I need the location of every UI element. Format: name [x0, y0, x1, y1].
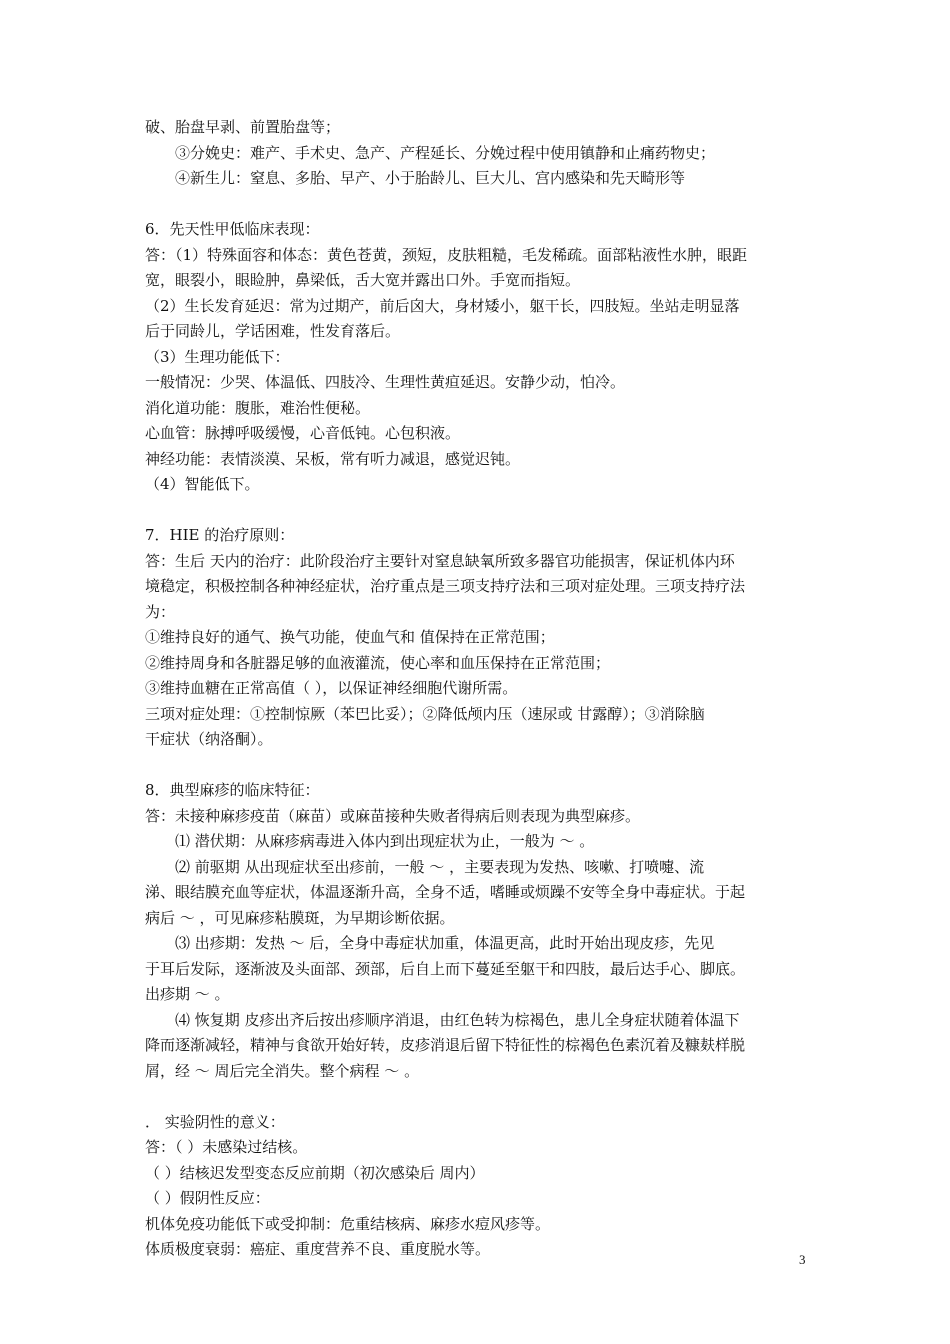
section-heading: 8．典型麻疹的临床特征：: [145, 781, 320, 799]
text-line: 降而逐渐减轻，精神与食欲开始好转，皮疹消退后留下特征性的棕褐色色素沉着及糠麸样脱: [145, 1036, 746, 1054]
text-line: 境稳定，积极控制各种神经症状，治疗重点是三项支持疗法和三项对症处理。三项支持疗法: [145, 577, 746, 595]
text-line: （3）生理功能低下：: [145, 347, 290, 366]
text-line: 答：（1）特殊面容和体态：黄色苍黄，颈短，皮肤粗糙，毛发稀疏。面部粘液性水肿，眼距: [145, 245, 748, 264]
text-line: 出疹期 ～ 。: [145, 985, 230, 1003]
text-line: 破、胎盘早剥、前置胎盘等；: [145, 118, 341, 136]
text-line: 答：未接种麻疹疫苗（麻苗）或麻苗接种失败者得病后则表现为典型麻疹。: [145, 806, 641, 825]
text-line: 后于同龄儿，学话困难，性发育落后。: [145, 322, 401, 340]
text-line: ⑷ 恢复期 皮疹出齐后按出疹顺序消退，由红色转为棕褐色，患儿全身症状随着体温下: [175, 1010, 740, 1029]
text-line: 一般情况：少哭、体温低、四肢冷、生理性黄疸延迟。安静少动，怕冷。: [145, 373, 626, 391]
text-line: （ ）结核迟发型变态反应前期（初次感染后 周内）: [145, 1163, 485, 1182]
text-line: ⑶ 出疹期：发热 ～ 后，全身中毒症状加重，体温更高，此时开始出现皮疹，先见: [175, 934, 715, 952]
text-line: 神经功能：表情淡漠、呆板，常有听力减退，感觉迟钝。: [145, 449, 521, 468]
text-line: ⑴ 潜伏期：从麻疹病毒进入体内到出现症状为止，一般为 ～ 。: [175, 832, 595, 850]
paragraph-gap: [145, 498, 810, 524]
text-line: 屑，经 ～ 周后完全消失。整个病程 ～ 。: [145, 1061, 420, 1080]
text-line: ①维持良好的通气、换气功能，使血气和 值保持在正常范围；: [145, 628, 555, 646]
text-line: 答：生后 天内的治疗：此阶段治疗主要针对窒息缺氧所致多器官功能损害，保证机体内环: [145, 551, 735, 570]
paragraph-gap: [145, 753, 810, 779]
text-line: （ ）假阴性反应：: [145, 1189, 270, 1207]
document-body: [145, 115, 810, 1263]
text-line: 宽，眼裂小，眼睑肿，鼻梁低，舌大宽并露出口外。手宽而指短。: [145, 271, 581, 289]
text-line: 为：: [145, 602, 176, 621]
text-line: （4）智能低下。: [145, 475, 260, 493]
text-line: 三项对症处理：①控制惊厥（苯巴比妥）；②降低颅内压（速尿或 甘露醇）；③消除脑: [145, 704, 705, 723]
text-line: ③分娩史：难产、手术史、急产、产程延长、分娩过程中使用镇静和止痛药物史；: [175, 143, 716, 162]
page-number: 3: [799, 1252, 806, 1267]
text-line: ③维持血糖在正常高值（ ），以保证神经细胞代谢所需。: [145, 679, 518, 697]
text-line: ⑵ 前驱期 从出现症状至出疹前，一般 ～ ，主要表现为发热、咳嗽、打喷嚏、流: [175, 857, 705, 876]
text-line: ②维持周身和各脏器足够的血液灌流，使心率和血压保持在正常范围；: [145, 653, 611, 672]
text-line: 病后 ～ ，可见麻疹粘膜斑，为早期诊断依据。: [145, 908, 455, 927]
text-line: ④新生儿：窒息、多胎、早产、小于胎龄儿、巨大儿、宫内感染和先天畸形等: [175, 169, 686, 187]
text-line: 体质极度衰弱：癌症、重度营养不良、重度脱水等。: [145, 1240, 491, 1258]
text-line: （2）生长发育延迟：常为过期产，前后囟大，身材矮小，躯干长，四肢短。坐站走明显落: [145, 296, 740, 315]
text-line: 机体免疫功能低下或受抑制：危重结核病、麻疹水痘风疹等。: [145, 1214, 551, 1233]
text-line: 于耳后发际，逐渐波及头面部、颈部，后自上而下蔓延至躯干和四肢，最后达手心、脚底。: [145, 959, 746, 978]
section-heading: 6．先天性甲低临床表现：: [145, 220, 320, 238]
text-line: 答：（ ）未感染过结核。: [145, 1138, 308, 1156]
section-heading: ． 实验阴性的意义：: [145, 1112, 285, 1131]
text-line: 心血管：脉搏呼吸缓慢，心音低钝。心包积液。: [145, 424, 461, 442]
text-line: 涕、眼结膜充血等症状，体温逐渐升高，全身不适，嗜睡或烦躁不安等全身中毒症状。于起: [145, 883, 746, 901]
section-heading: 7．HIE 的治疗原则：: [145, 526, 295, 544]
text-line: 消化道功能：腹胀，难治性便秘。: [145, 398, 371, 417]
text-line: 干症状（纳洛酮）。: [145, 730, 273, 748]
paragraph-gap: [145, 192, 810, 218]
paragraph-gap: [145, 1084, 810, 1110]
